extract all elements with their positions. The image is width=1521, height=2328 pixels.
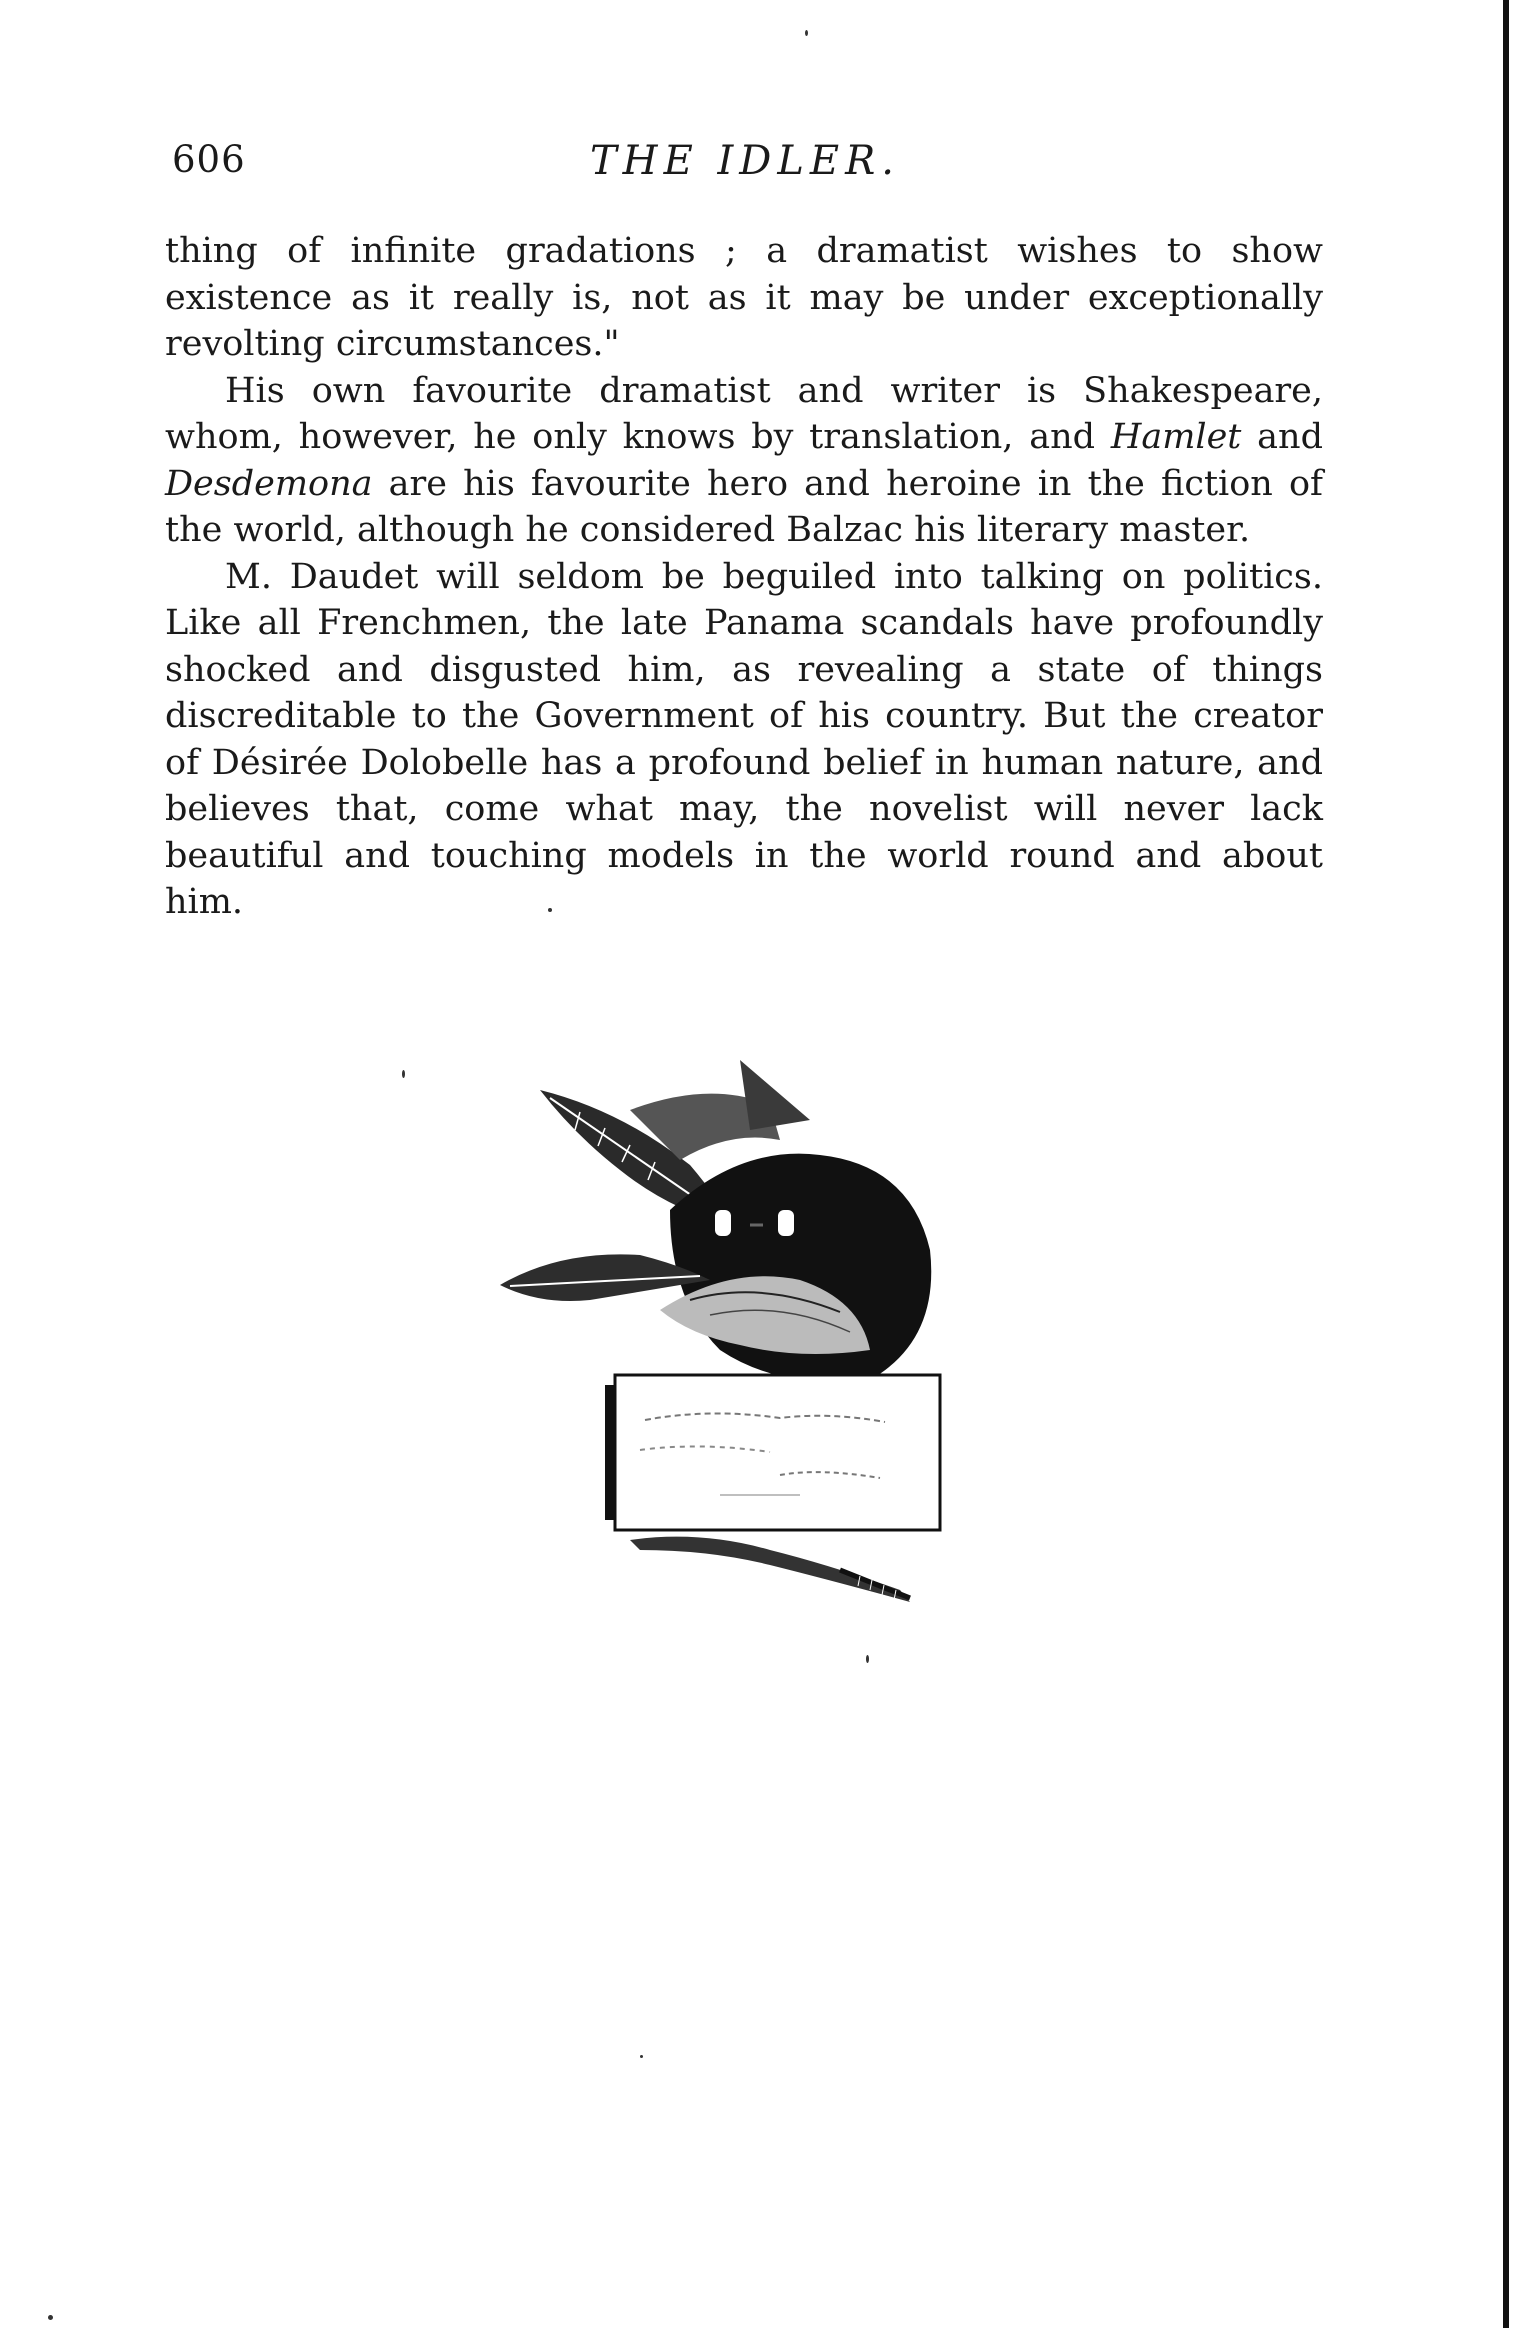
scan-speck [640,2055,643,2058]
mask-quill-card-engraving [480,1050,1090,1650]
italic-name-desdemona: Desdemona [165,463,373,504]
page-header [172,138,1322,188]
scan-speck [48,2315,53,2320]
paragraph-shakespeare [165,368,1323,554]
scan-speck [866,1655,869,1663]
italic-title-hamlet: Hamlet [1110,417,1242,457]
scan-speck [805,30,808,36]
scan-speck [402,1070,405,1078]
article-body [165,228,1323,926]
tailpiece-illustration [480,1050,1090,1650]
page-edge-shadow [1503,0,1509,2328]
page-number: 606 [172,138,246,181]
running-title: THE IDLER. [590,138,900,184]
paragraph-politics: M. Daudet will seldom be beguiled into talking on politics. Like all Frenchmen, the late Panama scandals have profoundly shocked and disgusted him, as revealing a state of things discreditable to the Government of his country. But the creator of Désirée Dolobelle has a profound belief in human nature, and believes that, come what may, the novelist will never lack beautiful and touching models in the world round and about him. [165,556,1323,922]
text-span: are his favourite hero and heroine in the fiction of the world, although he considered Balzac his literary master. [165,463,1323,550]
text-span: His own favourite dramatist and writer is Shakespeare, whom, however, he only knows by translation, and [165,370,1323,457]
branch [630,1537,910,1602]
paragraph-continued: thing of infinite gradations ; a dramatist wishes to show existence as it really is, not as it may be under exceptionally revolting circumstances." [165,231,1323,364]
signed-card [615,1375,940,1530]
text-span: and [1241,417,1323,457]
